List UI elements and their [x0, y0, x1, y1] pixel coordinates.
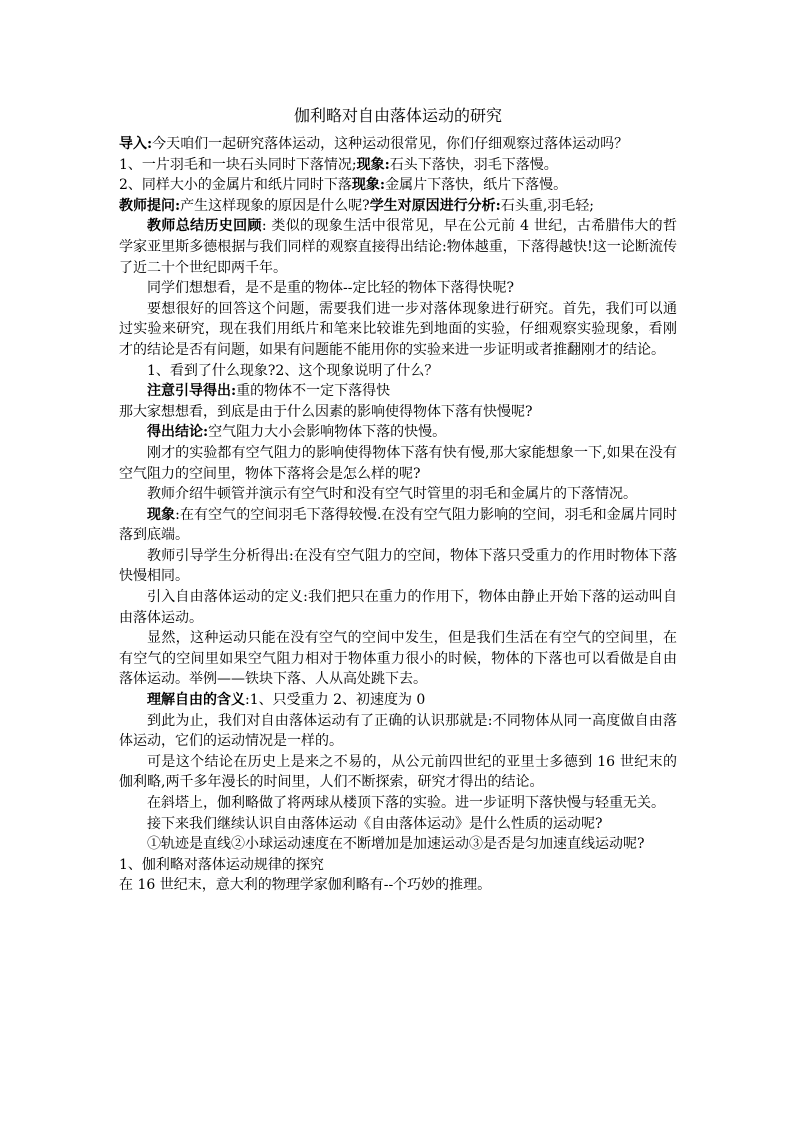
- item-1-pre: 1、一片羽毛和一块石头同时下落情况;: [119, 156, 357, 173]
- intro-text: 今天咱们一起研究落体运动，这种运动很常见，你们仔细观察过落体运动吗？: [152, 136, 629, 152]
- guide-paragraph: [119, 381, 677, 402]
- conclusion-label: 得出结论:: [147, 424, 209, 441]
- slope-paragraph: 在斜塔上，伽利略做了将两球从楼顶下落的实验。进一步证明下落快慢与轻重无关。: [147, 795, 665, 811]
- student-analysis-text: 石头重,羽毛轻;: [500, 197, 595, 214]
- no-air-paragraph: 刚才的实验都有空气阻力的影响使得物体下落有快有慢,那大家能想象一下,如果在没有空气阻力的空间里，物体下落将会是怎么样的呢?: [119, 444, 677, 482]
- think-paragraph: 同学们想想看，是不是重的物体--定比轻的物体下落得快呢?: [147, 280, 514, 297]
- teacher-summary-text: : 类似的现象生活中很常见，早在公元前 4 世纪，古希腊伟大的哲学家亚里斯多德根据与我们同样的观察直接得出结论:物体越重，下落得越快!这一论断流传了近二十个世纪即两千年。: [119, 218, 678, 276]
- analysis-paragraph: 教师引导学生分析得出:在没有空气阻力的空间，物体下落只受重力的作用时物体下落快慢相同。: [119, 547, 677, 585]
- item-1-label: 现象:: [356, 156, 390, 173]
- item-2-text: 金属片下落快，纸片下落慢。: [385, 177, 568, 194]
- conclusion-text: 空气阻力大小会影响物体下落的快慢。: [208, 424, 447, 441]
- teacher-summary-label: 教师总结历史回顾: [147, 218, 262, 235]
- conclusion-paragraph: [119, 422, 677, 443]
- phenomenon-text: :在有空气的空间羽毛下落得较慢.在没有空气阻力影响的空间，羽毛和金属片同时落到底端。: [119, 506, 678, 544]
- teacher-question-text: 产生这样现象的原因是什么呢?: [180, 197, 370, 214]
- guide-label: 注意引导得出:: [147, 383, 237, 400]
- phenomenon-label: 现象: [147, 506, 176, 523]
- last-paragraph: 在 16 世纪末，意大利的物理学家伽利略有--个巧妙的推理。: [119, 877, 492, 894]
- points-paragraph: ①轨迹是直线②小球运动速度在不断增加是加速运动③是否是匀加速直线运动呢?: [147, 836, 645, 853]
- newton-tube-paragraph: 教师介绍牛顿管并演示有空气时和没有空气时管里的羽毛和金属片的下落情况。: [147, 486, 637, 503]
- next-paragraph: 接下来我们继续认识自由落体运动《自由落体运动》是什么性质的运动呢?: [147, 815, 603, 832]
- teacher-question-paragraph: [119, 196, 677, 217]
- intro-label: 导入:: [119, 136, 153, 152]
- experiment-paragraph: 要想很好的回答这个问题，需要我们进一步对落体现象进行研究。首先，我们可以通过实验来研究，现在我们用纸片和笔来比较谁先到地面的实验，仔细观察实验现象，看刚才的结论是否有问题，如果有问题能不能用你的实验来进一步证明或者推翻刚才的结论。: [119, 300, 677, 358]
- item-2-paragraph: [119, 175, 677, 196]
- history-paragraph: 可是这个结论在历史上是来之不易的，从公元前四世纪的亚里士多德到 16 世纪末的伽利略,两千多年漫长的时间里，人们不断探索，研究才得出的结论。: [119, 753, 677, 791]
- obviously-paragraph: 显然，这种运动只能在没有空气的空间中发生，但是我们生活在有空气的空间里，在有空气的空间里如果空气阻力相对于物体重力很小的时候，物体的下落也可以看做是自由落体运动。举例——铁块下落、人从高处跳下去。: [119, 630, 677, 688]
- item-1-text: 石头下落快，羽毛下落慢。: [389, 156, 558, 173]
- guide-text: 重的物体不一定下落得快: [236, 383, 391, 400]
- document-title: 伽利略对自由落体运动的研究: [293, 106, 502, 125]
- phenomenon-paragraph: [119, 505, 677, 546]
- understand-paragraph: [119, 690, 677, 711]
- item-2-label: 现象:: [351, 177, 386, 194]
- section-1-heading: 1、伽利略对落体运动规律的探究: [119, 856, 324, 873]
- student-analysis-label: 学生对原因进行分析:: [369, 197, 501, 214]
- item-1-paragraph: [119, 155, 677, 176]
- intro-paragraph: [119, 134, 677, 155]
- understand-text: :1、只受重力 2、初速度为 0: [245, 692, 426, 709]
- item-2-pre: 2、同样大小的金属片和纸片同时下落: [119, 177, 352, 194]
- definition-paragraph: 引入自由落体运动的定义:我们把只在重力的作用下，物体由静止开始下落的运动叫自由落体运动。: [119, 589, 677, 626]
- understand-label: 理解自由的含义: [147, 692, 245, 709]
- document-page: [119, 104, 677, 896]
- questions-paragraph: 1、看到了什么现象?2、这个现象说明了什么？: [147, 362, 439, 379]
- so-far-paragraph: 到此为止，我们对自由落体运动有了正确的认识那就是:不同物体从同一高度做自由落体运动，它们的运动情况是一样的。: [119, 712, 677, 750]
- teacher-summary-paragraph: [119, 216, 677, 278]
- teacher-question-label: 教师提问:: [119, 197, 181, 214]
- factor-paragraph: 那大家想想看，到底是由于什么因素的影响使得物体下落有快慢呢?: [119, 403, 533, 420]
